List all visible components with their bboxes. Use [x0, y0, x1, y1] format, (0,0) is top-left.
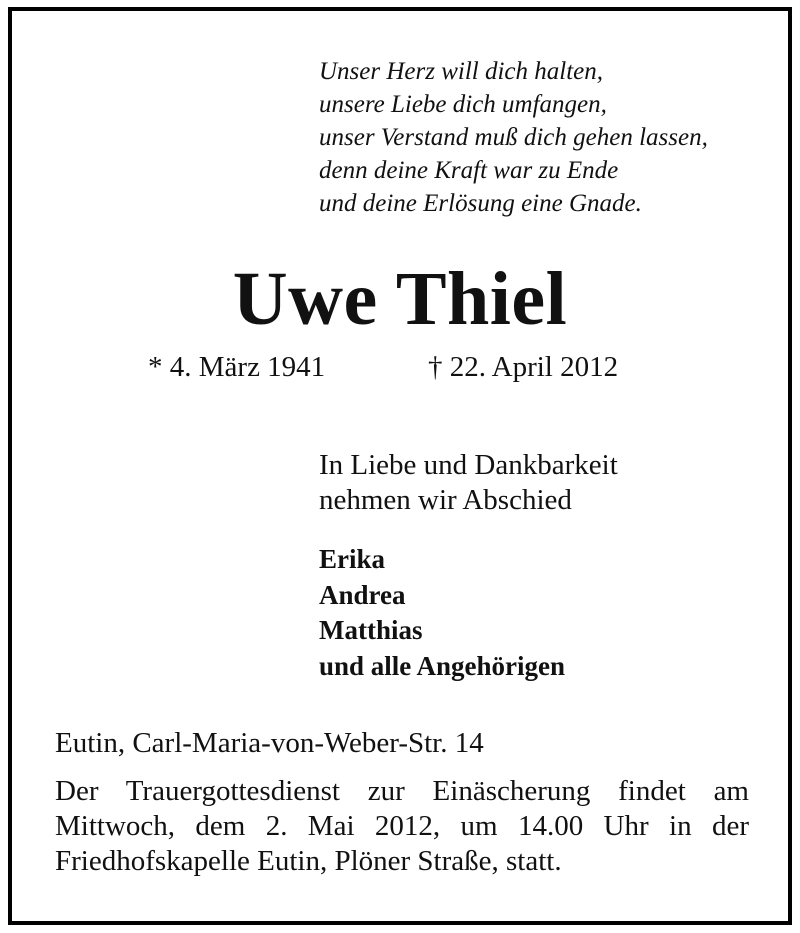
farewell-line: nehmen wir Abschied — [319, 484, 572, 516]
obituary-notice — [8, 7, 792, 925]
poem-line: unsere Liebe dich umfangen, — [319, 91, 607, 118]
mourners-list — [319, 542, 565, 684]
deceased-name: Uwe Thiel — [232, 257, 568, 341]
farewell-line: In Liebe und Dankbarkeit — [319, 449, 618, 481]
death-date: † 22. April 2012 — [428, 351, 619, 383]
family-address: Eutin, Carl-Maria-von-Weber-Str. 14 — [55, 727, 484, 759]
mourner-name: Matthias — [319, 615, 423, 645]
mourner-name: und alle Angehörigen — [319, 650, 566, 681]
birth-date: * 4. März 1941 — [148, 351, 326, 383]
farewell-text — [319, 448, 618, 518]
poem-line: unser Verstand muß dich gehen lassen, — [319, 124, 708, 151]
poem-line: denn deine Kraft war zu Ende — [319, 157, 619, 184]
mourner-name: Andrea — [319, 579, 406, 610]
poem-line: Unser Herz will dich halten, — [319, 58, 604, 85]
mourner-name: Erika — [319, 544, 386, 574]
poem-line: und deine Erlösung eine Gnade. — [319, 190, 642, 217]
poem — [319, 55, 708, 220]
funeral-service-info: Der Trauergottesdienst zur Einäscherung findet am Mittwoch, dem 2. Mai 2012, um 14.00 Uhr in der Friedhofskapelle Eutin, Plöner Straße, statt. — [55, 775, 749, 877]
